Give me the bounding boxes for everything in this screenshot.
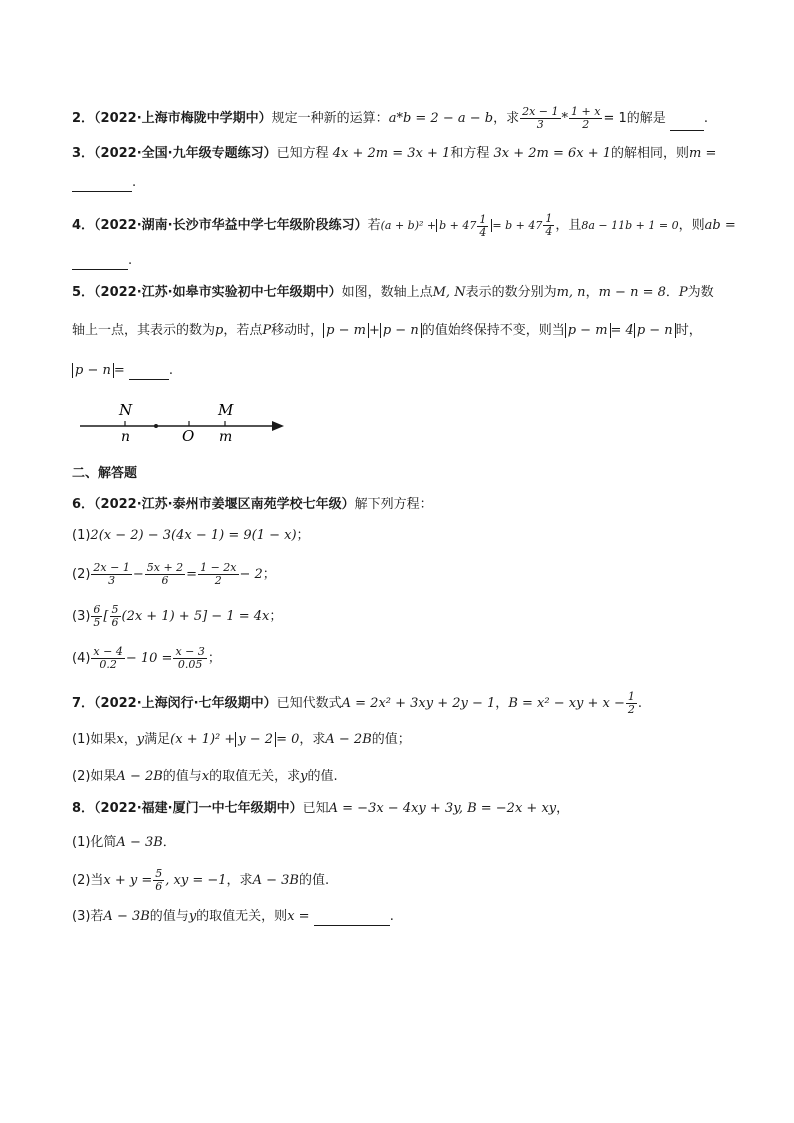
question-number: 8． (72, 801, 95, 816)
fraction (110, 604, 121, 629)
answer-blank[interactable] (314, 911, 390, 926)
answer-blank[interactable] (670, 116, 704, 131)
arrow-right-icon (272, 421, 284, 431)
punctuation: . (637, 696, 643, 711)
fraction (91, 562, 131, 587)
absolute-value (436, 212, 492, 239)
denominator: 6 (155, 880, 163, 893)
question-3-answer-line (72, 174, 732, 192)
bracket: [ (103, 609, 109, 624)
question-source: （2022·江苏·泰州市姜堰区南苑学校七年级） (94, 497, 355, 512)
math-expression: m − n = 8 (598, 285, 666, 300)
math-expression: (x + 1)² + (170, 732, 236, 747)
question-text: 的值始终保持不变，则当 (421, 323, 565, 338)
denominator: 3 (536, 118, 544, 131)
question-number: 7． (72, 696, 95, 711)
math-expression: − 2 (239, 567, 263, 582)
question-3 (72, 145, 732, 163)
question-6 (72, 496, 732, 514)
math-expression: = 4 (610, 323, 634, 338)
question-text: ． (665, 285, 679, 300)
punctuation: ； (296, 528, 310, 543)
question-text: 如图，数轴上点 (341, 285, 433, 300)
math-expression: b + 47 (439, 219, 477, 232)
part-label: (2) (72, 567, 91, 582)
question-text: 的值与 (149, 909, 189, 924)
math-expression: x (116, 732, 124, 747)
math-expression: M, N (432, 285, 466, 300)
math-expression: = (113, 363, 125, 378)
number-line-figure (78, 398, 298, 444)
math-expression: − 10 = (125, 651, 173, 666)
question-8-part-3 (72, 908, 732, 926)
numerator: 1 − 2x (200, 561, 237, 574)
answer-blank[interactable] (129, 365, 169, 380)
label-n: n (121, 429, 131, 444)
numerator: x − 4 (93, 645, 123, 658)
question-text: 时， (675, 323, 702, 338)
fraction (173, 646, 206, 671)
question-text: 的值； (371, 732, 411, 747)
math-expression: y (300, 769, 308, 784)
part-label: (3)若 (72, 909, 104, 924)
point-dot (154, 424, 158, 428)
numerator: 2x − 1 (93, 561, 130, 574)
math-expression: A − 3B (103, 909, 150, 924)
math-expression: , xy = −1 (165, 873, 227, 888)
question-text: 若 (367, 218, 381, 233)
question-text: 移动时， (271, 323, 324, 338)
question-text: ，且 (555, 218, 582, 233)
math-expression: 2(x − 2) − 3(4x − 1) = 9(1 − x) (90, 528, 297, 543)
question-6-part-3 (72, 604, 732, 629)
fraction (153, 868, 164, 893)
question-5-line-1 (72, 284, 732, 302)
numerator: 5x + 2 (146, 561, 184, 574)
question-text: 的解相同，则 (611, 146, 690, 161)
label-M: M (218, 401, 234, 419)
question-7-part-1 (72, 731, 732, 749)
denominator: 2 (214, 574, 222, 587)
math-expression: x = (287, 909, 310, 924)
math-expression: y (136, 732, 145, 747)
fraction (91, 646, 124, 671)
question-text: 的值. (298, 873, 330, 888)
question-6-part-2 (72, 562, 732, 587)
denominator: 2 (582, 118, 590, 131)
question-7 (72, 691, 732, 716)
fraction (145, 562, 185, 587)
answer-blank[interactable] (72, 255, 128, 270)
fraction (477, 214, 488, 239)
fraction (91, 604, 102, 629)
question-source: （2022·福建·厦门一中七年级期中） (94, 801, 303, 816)
part-label: (4) (72, 651, 91, 666)
math-expression: B = x² − xy + x − (508, 696, 625, 711)
label-m: m (219, 429, 233, 444)
question-text: ，若点 (223, 323, 263, 338)
question-text: 已知代数式 (276, 696, 342, 711)
math-expression: P (262, 323, 272, 338)
math-expression: = 0 (276, 732, 300, 747)
math-expression: P (678, 285, 688, 300)
punctuation: ． (162, 835, 176, 850)
denominator: 6 (161, 574, 169, 587)
question-source: （2022·上海市梅陇中学期中） (94, 111, 272, 126)
part-label: (1)如果 (72, 732, 117, 747)
question-text: 轴上一点，其表示的数为 (72, 323, 216, 338)
question-7-part-2 (72, 768, 732, 786)
math-expression: (a + b)² + (380, 219, 437, 232)
question-text: 的取值无关，求 (209, 769, 301, 784)
punctuation: . (128, 253, 133, 268)
label-O: O (182, 427, 195, 444)
numerator: x − 3 (175, 645, 205, 658)
question-number: 4． (72, 218, 95, 233)
answer-blank[interactable] (72, 177, 132, 192)
part-label: (1)化简 (72, 835, 117, 850)
math-expression: ab = (704, 218, 736, 233)
math-expression: y (188, 909, 197, 924)
math-expression: A − 2B (116, 769, 163, 784)
punctuation: . (389, 909, 394, 924)
question-number: 2． (72, 111, 95, 126)
fraction (626, 691, 637, 716)
operator: + (368, 323, 380, 338)
math-expression: A = 2x² + 3xy + 2y − 1 (341, 696, 496, 711)
question-6-part-4 (72, 646, 732, 671)
question-text: 已知方程 (276, 146, 329, 161)
numerator: 5 (155, 867, 163, 880)
math-expression: (2x + 1) + 5] − 1 = 4x (121, 609, 270, 624)
denominator: 2 (627, 703, 635, 716)
numerator: 6 (93, 603, 101, 616)
fraction (198, 562, 238, 587)
operator: − (132, 567, 144, 582)
question-source: （2022·湖南·长沙市华益中学七年级阶段练习） (94, 218, 368, 233)
absolute-value: p − n (72, 363, 114, 378)
question-text: 解下列方程： (354, 497, 433, 512)
part-label: (2)当 (72, 873, 104, 888)
math-expression: A = −3x − 4xy + 3y, B = −2x + xy (328, 801, 557, 816)
question-5-line-3 (72, 362, 732, 380)
punctuation: . (703, 111, 709, 126)
denominator: 4 (545, 225, 553, 238)
question-text: 表示的数分别为 (465, 285, 557, 300)
math-expression: 8a − 11b + 1 = 0 (581, 219, 679, 232)
question-text: 已知 (302, 801, 329, 816)
absolute-value: p − n (380, 323, 422, 338)
question-text: 和方程 (450, 146, 490, 161)
math-expression: A − 2B (325, 732, 372, 747)
question-source: （2022·江苏·如皋市实验初中七年级期中） (94, 285, 342, 300)
question-8-part-2 (72, 868, 732, 893)
question-text: ，则 (678, 218, 705, 233)
punctuation: ， (556, 801, 570, 816)
denominator: 0.2 (99, 658, 117, 671)
denominator: 0.05 (177, 658, 203, 671)
question-5-line-2 (72, 322, 732, 340)
part-label: (3) (72, 609, 91, 624)
question-text: 满足 (144, 732, 171, 747)
question-text: 规定一种新的运算： (271, 111, 389, 126)
part-label: (1) (72, 528, 91, 543)
question-text: = 1的解是 (603, 111, 666, 126)
operator: * (561, 111, 569, 126)
absolute-value: p − m (565, 323, 611, 338)
absolute-value: y − 2 (235, 732, 276, 747)
question-source: （2022·上海闵行·七年级期中） (94, 696, 277, 711)
fraction (569, 106, 602, 131)
punctuation: ， (495, 696, 509, 711)
denominator: 6 (111, 616, 119, 629)
question-4-answer-line (72, 252, 732, 270)
denominator: 4 (479, 225, 487, 239)
label-N: N (119, 401, 133, 419)
part-label: (2)如果 (72, 769, 117, 784)
question-source: （2022·全国·九年级专题练习） (94, 146, 277, 161)
question-number: 6． (72, 497, 95, 512)
question-8-part-1 (72, 834, 732, 852)
operator: = (186, 567, 198, 582)
absolute-value: p − n (634, 323, 676, 338)
numerator: 1 (627, 690, 635, 703)
numerator: 1 (545, 212, 553, 225)
question-2 (72, 106, 732, 131)
numerator: 1 (479, 212, 487, 226)
question-text: 的取值无关，则 (196, 909, 288, 924)
question-6-part-1 (72, 527, 732, 545)
math-expression: = b + 47 (492, 219, 543, 232)
math-expression: A − 3B (116, 835, 163, 850)
denominator: 5 (93, 616, 101, 629)
question-number: 5． (72, 285, 95, 300)
punctuation: . (168, 363, 174, 378)
punctuation: ； (269, 609, 283, 624)
question-text: 的值与 (162, 769, 202, 784)
question-number: 3． (72, 146, 95, 161)
math-expression: x (201, 769, 210, 784)
math-expression: m = (689, 146, 717, 161)
math-expression: A − 3B (252, 873, 299, 888)
numerator: 1 + x (571, 105, 601, 118)
question-text: ，求 (226, 873, 253, 888)
math-expression: 4x + 2m = 3x + 1 (332, 146, 451, 161)
punctuation: . (132, 175, 137, 190)
question-text: 的值. (307, 769, 338, 784)
question-4 (72, 212, 736, 239)
punctuation: ； (207, 651, 221, 666)
denominator: 3 (108, 574, 116, 587)
fraction (543, 213, 554, 238)
section-heading: 二、解答题 (72, 466, 138, 481)
fraction (520, 106, 560, 131)
question-text: 为数 (687, 285, 714, 300)
math-expression: p (215, 323, 224, 338)
math-expression: m, n (556, 285, 586, 300)
punctuation: ， (123, 732, 137, 747)
math-expression: 3x + 2m = 6x + 1 (493, 146, 612, 161)
question-8 (72, 800, 732, 818)
question-text: ，求 (493, 111, 520, 126)
absolute-value: p − m (323, 323, 369, 338)
question-text: ，求 (299, 732, 326, 747)
question-text: ， (585, 285, 599, 300)
math-expression: x + y = (103, 873, 153, 888)
punctuation: ； (262, 567, 276, 582)
numerator: 2x − 1 (522, 105, 559, 118)
math-expression: a*b = 2 − a − b (388, 111, 494, 126)
numerator: 5 (111, 603, 119, 616)
